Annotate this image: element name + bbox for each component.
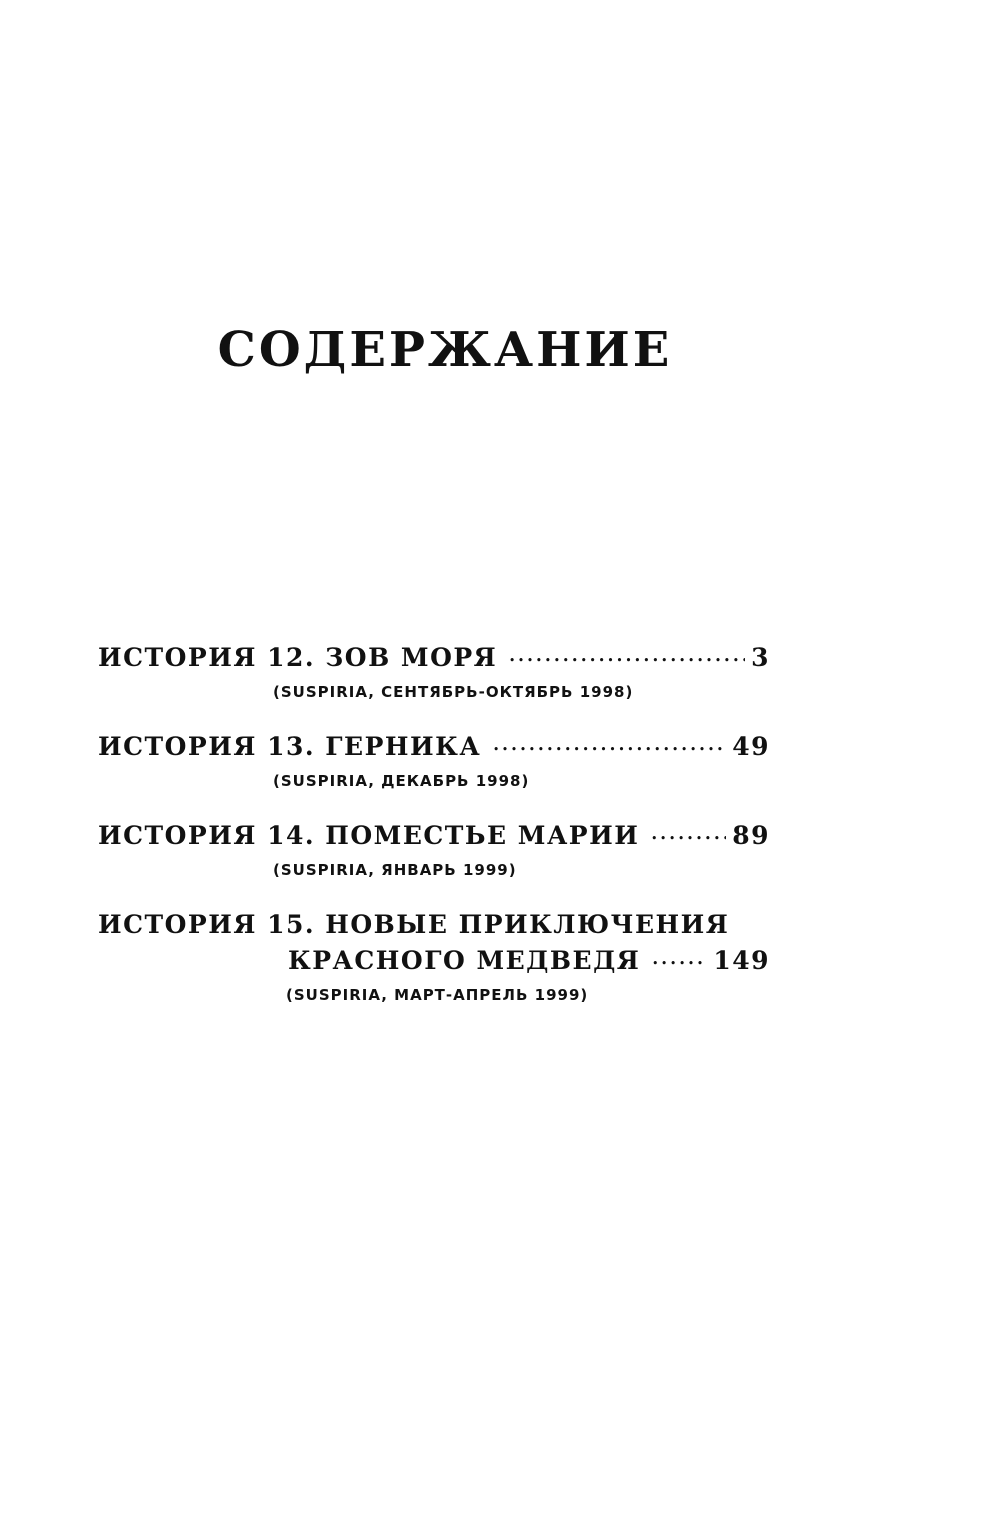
toc-entry-title: ИСТОРИЯ 14. ПОМЕСТЬЕ МАРИИ	[98, 821, 640, 850]
toc-entry-source: (SUSPIRIA, СЕНТЯБРЬ-ОКТЯБРЬ 1998)	[273, 683, 634, 701]
toc-entry-source: (SUSPIRIA, МАРТ-АПРЕЛЬ 1999)	[286, 986, 589, 1004]
dot-leader	[493, 732, 726, 768]
toc-page-number: 89	[732, 821, 770, 850]
toc-page-number: 149	[713, 946, 770, 975]
toc-entry-title-continued: КРАСНОГО МЕДВЕДЯ	[288, 946, 641, 975]
toc-entry-source: (SUSPIRIA, ЯНВАРЬ 1999)	[273, 861, 517, 879]
toc-entry-line-continued	[98, 943, 770, 982]
toc-entry-14[interactable]	[98, 818, 770, 881]
dot-leader	[509, 643, 745, 679]
toc-page-number: 3	[751, 643, 770, 672]
dot-leader	[651, 821, 726, 857]
toc-entry-15[interactable]	[98, 907, 770, 1006]
toc-entry-12[interactable]	[98, 640, 770, 703]
toc-entry-line	[98, 818, 770, 857]
table-of-contents	[98, 640, 770, 1032]
toc-entry-line	[98, 907, 770, 943]
dot-leader	[652, 946, 707, 982]
toc-page-number: 49	[732, 732, 770, 761]
page-title: СОДЕРЖАНИЕ	[217, 322, 673, 378]
toc-entry-line	[98, 640, 770, 679]
toc-entry-source: (SUSPIRIA, ДЕКАБРЬ 1998)	[273, 772, 530, 790]
toc-entry-13[interactable]	[98, 729, 770, 792]
toc-entry-line	[98, 729, 770, 768]
toc-entry-title: ИСТОРИЯ 13. ГЕРНИКА	[98, 732, 482, 761]
toc-entry-title: ИСТОРИЯ 15. НОВЫЕ ПРИКЛЮЧЕНИЯ	[98, 910, 730, 939]
toc-entry-title: ИСТОРИЯ 12. ЗОВ МОРЯ	[98, 643, 498, 672]
